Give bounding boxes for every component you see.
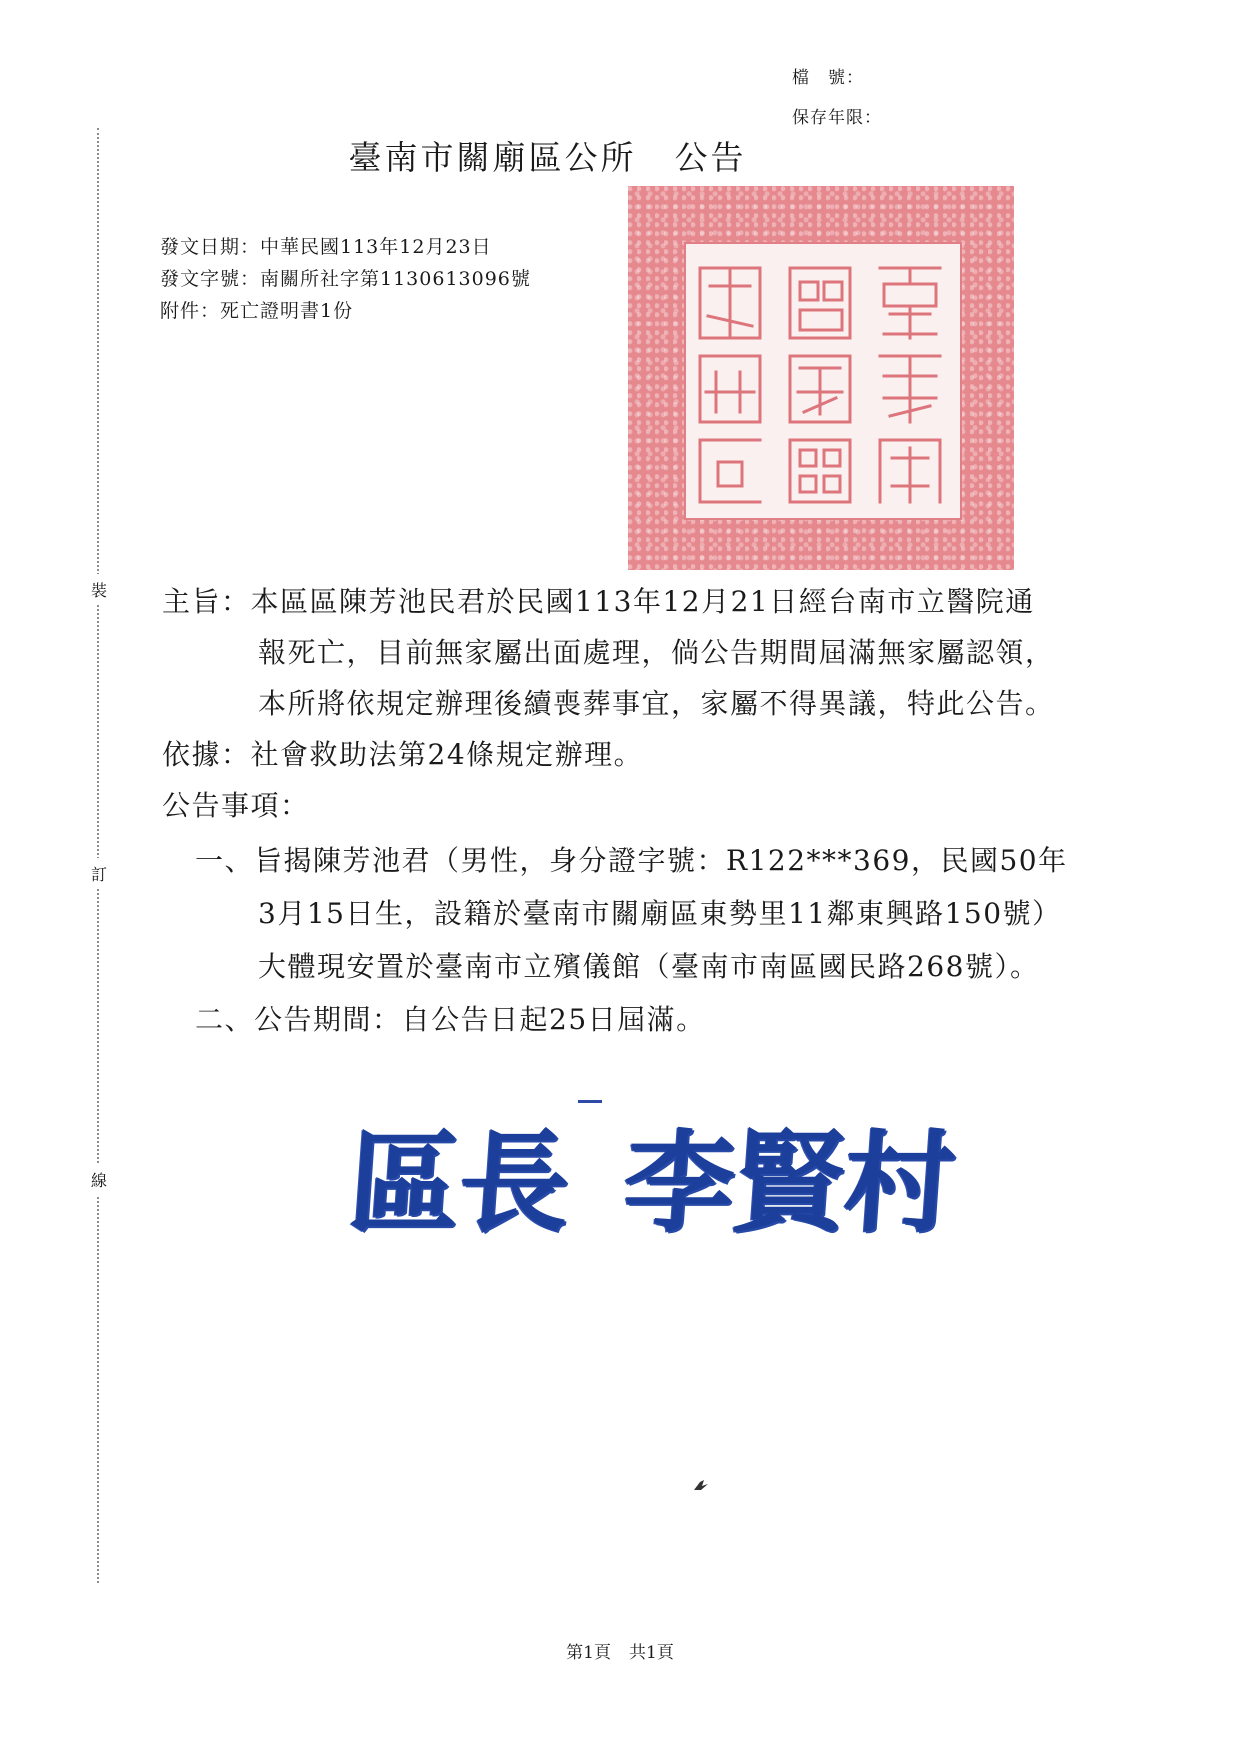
retention-period-label: 保存年限： — [792, 108, 882, 128]
subject-line-1: 主旨：本區區陳芳池民君於民國113年12月21日經台南市立醫院通 — [162, 585, 1035, 618]
seal-script-glyphs — [628, 186, 1014, 570]
page-title — [0, 132, 1000, 179]
binding-mark-xian: 線 — [91, 1164, 107, 1195]
item-2-line: 二、公告期間：自公告日起25日屆滿。 — [195, 1003, 706, 1036]
signature-name: 李賢村 — [619, 1119, 959, 1247]
file-number-label: 檔 號： — [792, 68, 864, 88]
item-1-line-1: 一、旨揭陳芳池君（男性，身分證字號：R122***369，民國50年 — [195, 844, 1068, 877]
signature-title: 區長 — [344, 1119, 574, 1247]
item-1-line-2: 3月15日生，設籍於臺南市關廟區東勢里11鄰東興路150號） — [258, 897, 1062, 930]
basis-line: 依據：社會救助法第24條規定辦理。 — [162, 738, 644, 771]
subject-line-2: 報死亡，目前無家屬出面處理，倘公告期間屆滿無家屬認領， — [258, 636, 1055, 669]
page-number: 第1頁 — [566, 1643, 611, 1663]
document-type: 公告 — [674, 138, 747, 177]
issue-date: 發文日期：中華民國113年12月23日 — [160, 236, 492, 258]
ink-smudge — [692, 1478, 710, 1492]
document-number: 發文字號：南關所社字第1130613096號 — [160, 268, 531, 290]
binding-mark-zhuang: 裝 — [91, 574, 107, 605]
official-seal — [628, 186, 1014, 570]
item-1-line-3: 大體現安置於臺南市立殯儀館（臺南市南區國民路268號）。 — [258, 950, 1040, 983]
attachment: 附件：死亡證明書1份 — [160, 300, 354, 322]
binding-line — [97, 128, 99, 1583]
page-footer — [0, 1638, 1240, 1663]
agency-name: 臺南市關廟區公所 — [348, 138, 637, 177]
director-signature-stamp — [344, 1095, 960, 1253]
binding-mark-ding: 訂 — [91, 858, 107, 889]
items-heading: 公告事項： — [162, 789, 310, 822]
page-total: 共1頁 — [629, 1643, 674, 1663]
subject-line-3: 本所將依規定辦理後續喪葬事宜，家屬不得異議，特此公告。 — [258, 687, 1055, 720]
